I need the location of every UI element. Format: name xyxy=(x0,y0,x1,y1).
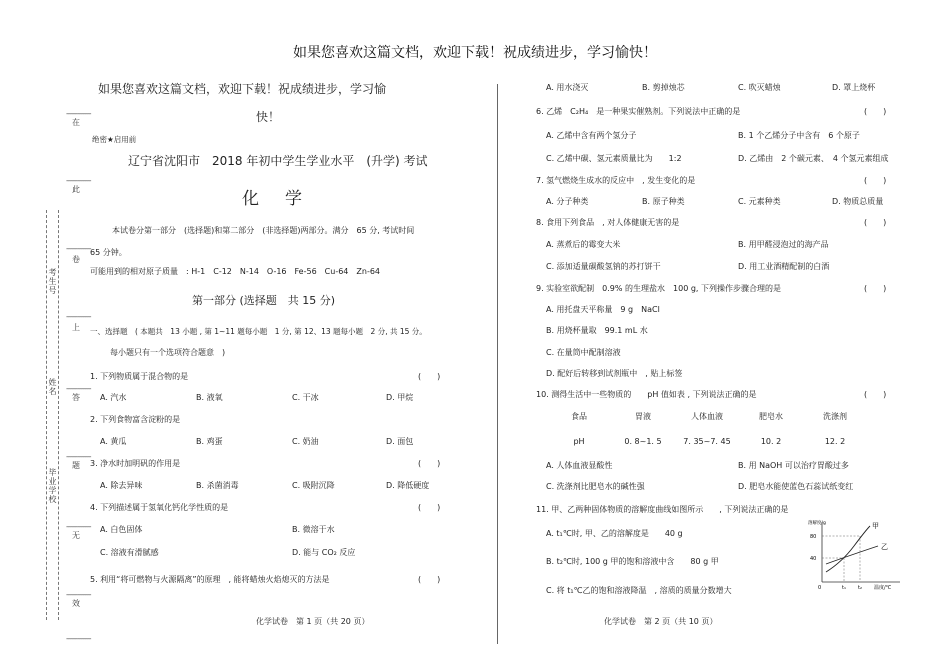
intro-line2: 65 分钟。 xyxy=(90,248,127,257)
q10-option-a: A. 人体血液显酸性 xyxy=(546,461,613,470)
question-8: 8. 食用下列食品 , 对人体健康无害的是 xyxy=(536,218,680,227)
table-header: 胃液 xyxy=(635,412,651,421)
q4-option-d: D. 能与 CO₂ 反应 xyxy=(292,548,356,557)
q3-option-c: C. 吸附沉降 xyxy=(292,481,335,490)
answer-paren: ( ) xyxy=(418,503,441,512)
q10-option-c: C. 洗涤剂比肥皂水的碱性强 xyxy=(546,482,645,491)
table-cell: 7. 35~7. 45 xyxy=(683,437,731,446)
q9-option-d: D. 配好后转移到试剂瓶中 , 贴上标签 xyxy=(546,369,683,378)
q5-option-c: C. 吹灭蜡烛 xyxy=(738,83,781,92)
question-2: 2. 下列食物富含淀粉的是 xyxy=(90,415,181,424)
left-page-footer: 化学试卷 第 1 页（共 20 页） xyxy=(256,617,370,626)
exam-number-label: 考生号 xyxy=(48,268,57,295)
atomic-masses: 可能用到的相对原子质量 : H-1 C-12 N-14 O-16 Fe-56 Cu-64 Zn-64 xyxy=(90,267,381,276)
question-4: 4. 下列描述属于氢氧化钙化学性质的是 xyxy=(90,503,229,512)
question-10: 10. 测得生活中一些物质的 pH 值如表 , 下列说法正确的是 xyxy=(536,390,757,399)
right-page-footer: 化学试卷 第 2 页（共 10 页） xyxy=(604,617,718,626)
graph-y-tick-40: 40 xyxy=(810,556,817,562)
left-banner-line1: 如果您喜欢这篇文档，欢迎下载！祝成绩进步，学习愉 xyxy=(98,82,387,96)
section1-instructions-2: 每小题只有一个选项符合题意 ) xyxy=(110,348,226,357)
answer-paren: ( ) xyxy=(418,459,441,468)
q7-option-b: B. 原子种类 xyxy=(642,197,685,206)
question-1: 1. 下列物质属于混合物的是 xyxy=(90,372,189,381)
left-banner-line2: 快！ xyxy=(256,110,281,124)
page-divider xyxy=(497,84,498,644)
table-cell: 0. 8~1. 5 xyxy=(624,437,662,446)
binding-word: 题 xyxy=(72,461,80,470)
q2-option-c: C. 奶油 xyxy=(292,437,319,446)
name-label: 姓名 xyxy=(48,378,57,396)
q8-option-c: C. 添加适量碳酸氢钠的苏打饼干 xyxy=(546,262,661,271)
dash-line: ------------- xyxy=(66,634,91,643)
binding-word: 答 xyxy=(72,393,80,402)
graph-x-tick-0: 0 xyxy=(818,585,822,591)
table-cell: pH xyxy=(573,437,585,446)
dash-line: ------------- xyxy=(66,384,91,393)
table-header: 肥皂水 xyxy=(759,412,783,421)
answer-paren: ( ) xyxy=(418,575,441,584)
section1-instructions: 一、选择题 ( 本题共 13 小题 , 第 1~11 题每小题 1 分, 第 12、13 题每小题 2 分, 共 15 分。 xyxy=(90,327,427,336)
answer-paren: ( ) xyxy=(864,390,887,399)
answer-paren: ( ) xyxy=(418,372,441,381)
question-3: 3. 净水时加明矾的作用是 xyxy=(90,459,181,468)
dash-line: ------------- xyxy=(66,522,91,531)
q4-option-c: C. 溶液有滑腻感 xyxy=(100,548,159,557)
q3-option-b: B. 杀菌消毒 xyxy=(196,481,239,490)
q9-option-b: B. 用烧杯量取 99.1 mL 水 xyxy=(546,326,648,335)
answer-paren: ( ) xyxy=(864,107,887,116)
answer-paren: ( ) xyxy=(864,176,887,185)
q10-option-b: B. 用 NaOH 可以治疗胃酸过多 xyxy=(738,461,849,470)
part1-heading: 第一部分 (选择题 共 15 分) xyxy=(192,294,336,307)
q6-option-d: D. 乙烯由 2 个碳元素、 4 个氢元素组成 xyxy=(738,154,889,163)
table-cell: 12. 2 xyxy=(824,437,846,446)
table-cell: 10. 2 xyxy=(760,437,782,446)
q2-option-b: B. 鸡蛋 xyxy=(196,437,223,446)
q4-option-a: A. 白色固体 xyxy=(100,525,143,534)
dash-line: ------------- xyxy=(66,244,91,253)
exam-title: 辽宁省沈阳市 2018 年初中学生学业水平 (升学) 考试 xyxy=(128,154,428,168)
q2-option-a: A. 黄瓜 xyxy=(100,437,127,446)
answer-paren: ( ) xyxy=(864,218,887,227)
graph-x-label: 温度/℃ xyxy=(874,585,892,591)
q2-option-d: D. 面包 xyxy=(386,437,414,446)
q1-option-b: B. 液氧 xyxy=(196,393,223,402)
graph-y-tick-80: 80 xyxy=(810,534,817,540)
question-7: 7. 氢气燃烧生成水的反应中 , 发生变化的是 xyxy=(536,176,696,185)
q1-option-a: A. 汽水 xyxy=(100,393,127,402)
dash-line: ------------- xyxy=(66,590,91,599)
q7-option-d: D. 物质总质量 xyxy=(832,197,884,206)
binding-word: 卷 xyxy=(72,255,80,264)
binding-word: 无 xyxy=(72,531,80,540)
dash-line: ------------- xyxy=(66,109,91,118)
q6-option-b: B. 1 个乙烯分子中含有 6 个原子 xyxy=(738,131,860,140)
q5-option-b: B. 剪掉烛芯 xyxy=(642,83,685,92)
dash-line: ------------- xyxy=(66,452,91,461)
secret-label: 绝密★启用前 xyxy=(92,135,137,144)
dash-line: ------------- xyxy=(66,176,91,185)
q1-option-c: C. 干冰 xyxy=(292,393,319,402)
q10-option-d: D. 肥皂水能使蓝色石蕊试纸变红 xyxy=(738,482,854,491)
q3-option-a: A. 除去异味 xyxy=(100,481,143,490)
q5-option-d: D. 罩上烧杯 xyxy=(832,83,876,92)
binding-word: 此 xyxy=(72,185,80,194)
q4-option-b: B. 微溶于水 xyxy=(292,525,335,534)
binding-line-2 xyxy=(58,210,59,620)
top-banner: 如果您喜欢这篇文档，欢迎下载！祝成绩进步，学习愉快！ xyxy=(293,45,657,61)
intro-line1: 本试卷分第一部分 (选择题)和第二部分 (非选择题)两部分。满分 65 分, 考试时间 xyxy=(112,226,415,235)
q8-option-d: D. 用工业酒精配制的白酒 xyxy=(738,262,830,271)
q6-option-c: C. 乙烯中碳、氢元素质量比为 1:2 xyxy=(546,154,682,163)
curve-label-jia: 甲 xyxy=(872,522,879,530)
q5-option-a: A. 用水浇灭 xyxy=(546,83,589,92)
q6-option-a: A. 乙烯中含有两个氢分子 xyxy=(546,131,637,140)
q9-option-c: C. 在量筒中配制溶液 xyxy=(546,348,621,357)
subject-title: 化学 xyxy=(242,189,328,209)
binding-word: 在 xyxy=(72,118,80,127)
curve-jia xyxy=(826,526,870,572)
question-5: 5. 利用“将可燃物与火源隔离”的原理 , 能将蜡烛火焰熄灭的方法是 xyxy=(90,575,330,584)
q9-option-a: A. 用托盘天平称量 9 g NaCl xyxy=(546,305,660,314)
graph-y-label: 溶解度/g xyxy=(808,521,826,526)
q3-option-d: D. 降低硬度 xyxy=(386,481,430,490)
school-label: 毕业学校 xyxy=(48,468,57,504)
table-header: 人体血液 xyxy=(691,412,723,421)
q11-option-a: A. t₁℃时, 甲、乙的溶解度是 40 g xyxy=(546,529,683,538)
graph-x-tick-t1: t₁ xyxy=(842,585,846,591)
question-9: 9. 实验室欲配制 0.9% 的生理盐水 100 g, 下列操作步骤合理的是 xyxy=(536,284,782,293)
curve-label-yi: 乙 xyxy=(881,543,888,551)
dash-line: ------------- xyxy=(66,312,91,321)
q11-option-c: C. 将 t₁℃乙的饱和溶液降温 , 溶质的质量分数增大 xyxy=(546,586,732,595)
question-6: 6. 乙烯 C₂H₄ 是一种果实催熟剂。下列说法中正确的是 xyxy=(536,107,741,116)
q7-option-a: A. 分子种类 xyxy=(546,197,589,206)
table-header: 食品 xyxy=(571,412,587,421)
q1-option-d: D. 甲烷 xyxy=(386,393,414,402)
q8-option-a: A. 蒸煮后的霉变大米 xyxy=(546,240,621,249)
binding-word: 效 xyxy=(72,599,80,608)
answer-paren: ( ) xyxy=(864,284,887,293)
q7-option-c: C. 元素种类 xyxy=(738,197,781,206)
graph-x-tick-t2: t₂ xyxy=(858,585,862,591)
table-header: 洗涤剂 xyxy=(823,412,847,421)
question-11: 11. 甲、乙两种固体物质的溶解度曲线如图所示 , 下列说法正确的是 xyxy=(536,505,789,514)
solubility-graph xyxy=(808,516,904,592)
q8-option-b: B. 用甲醛浸泡过的海产品 xyxy=(738,240,829,249)
q11-option-b: B. t₂℃时, 100 g 甲的饱和溶液中含 80 g 甲 xyxy=(546,557,719,566)
binding-word: 上 xyxy=(72,323,80,332)
